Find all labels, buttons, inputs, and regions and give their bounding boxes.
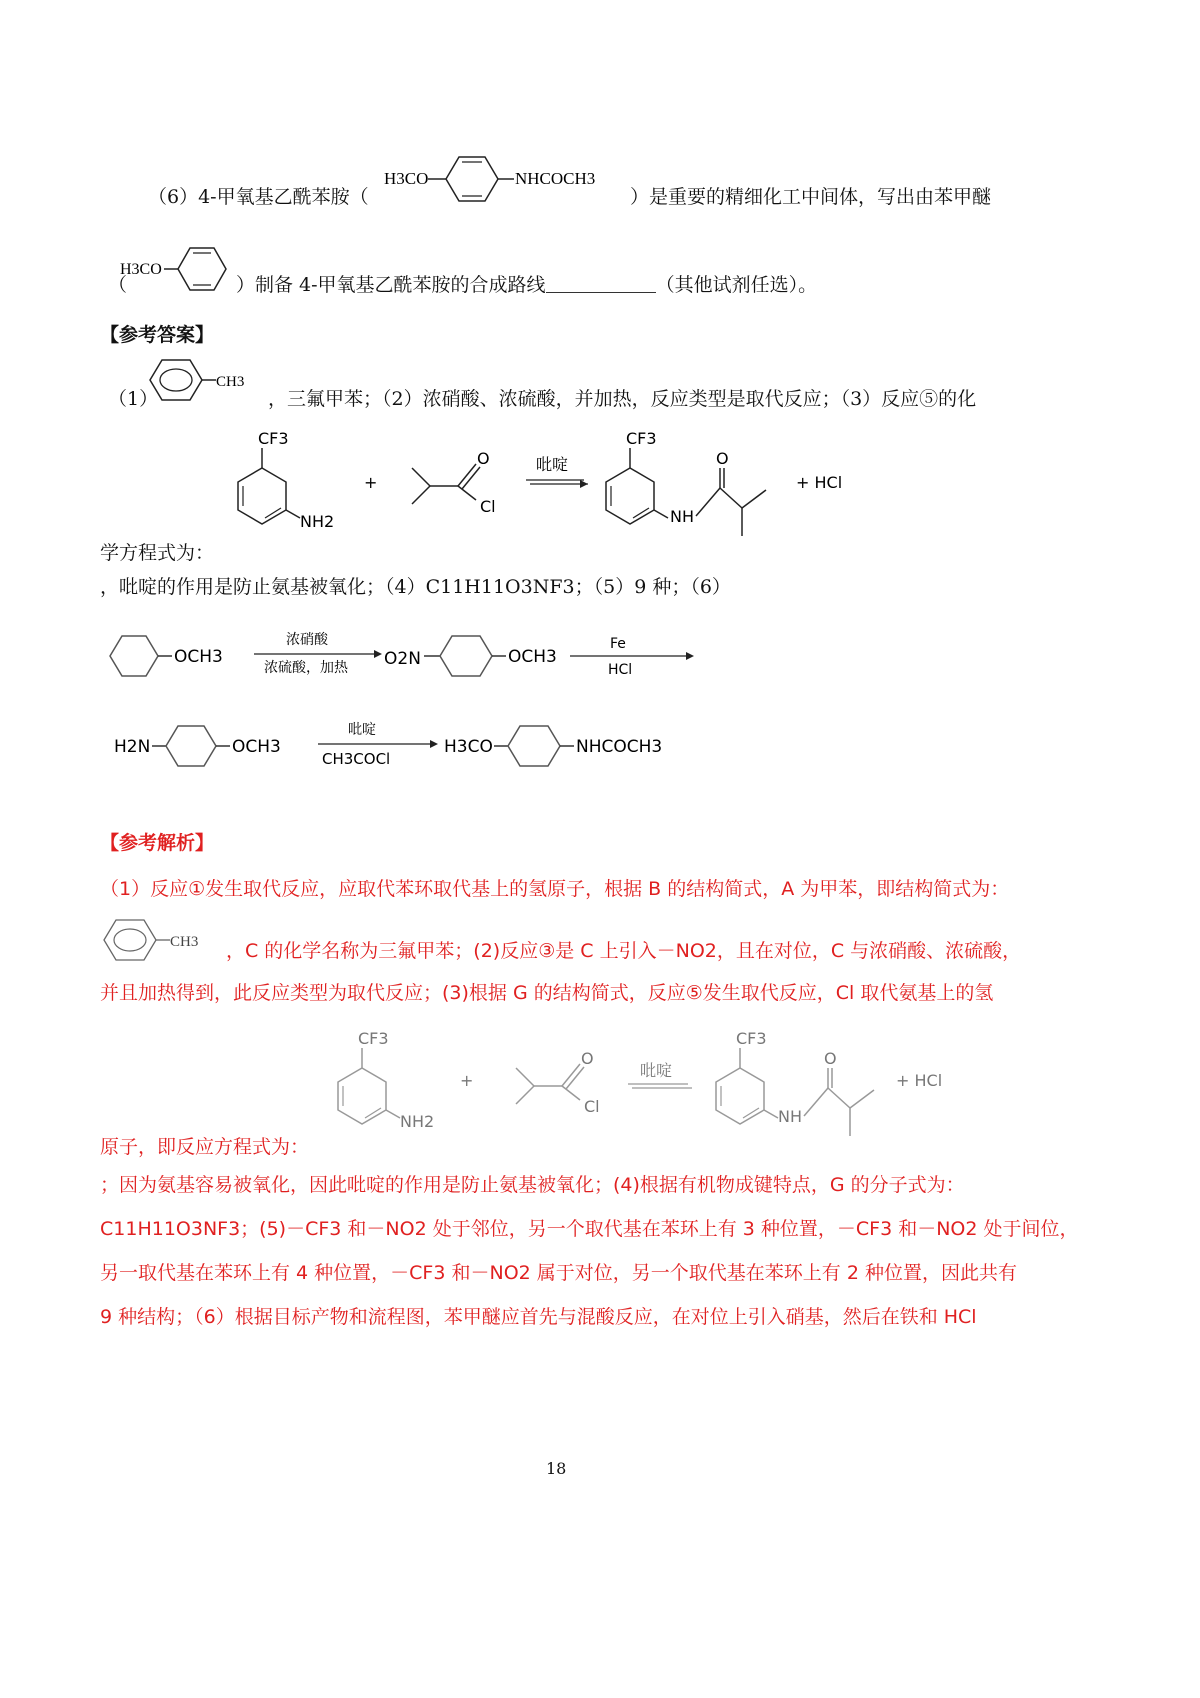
svg-text:CF3: CF3 — [626, 429, 657, 448]
svg-text:O: O — [581, 1049, 594, 1068]
analysis-line-1: （1）反应①发生取代反应，应取代苯环取代基上的氢原子，根据 B 的结构简式，A 为甲苯，即结构简式为： — [100, 878, 1010, 900]
svg-text:浓硝酸: 浓硝酸 — [286, 632, 328, 648]
svg-text:吡啶: 吡啶 — [640, 1061, 673, 1080]
answer-heading: 【参考答案】 — [100, 324, 215, 346]
synthesis-route-step1 — [100, 620, 720, 690]
analysis-line-4: 原子，即反应方程式为： — [100, 1136, 310, 1158]
q6-line2-open: （ — [108, 274, 128, 296]
analysis-line-3: 并且加热得到，此反应类型为取代反应；(3)根据 G 的结构简式，反应⑤发生取代反应，Cl 取代氨基上的氢 — [100, 982, 994, 1004]
q6-line1-suffix: ）是重要的精细化工中间体，写出由苯甲醚 — [630, 186, 992, 208]
svg-text:Cl: Cl — [480, 497, 496, 516]
analysis-heading: 【参考解析】 — [100, 832, 215, 854]
svg-text:Fe: Fe — [610, 636, 626, 652]
answer-blank — [546, 274, 656, 293]
svg-text:O: O — [824, 1049, 837, 1068]
reaction-equation — [230, 424, 870, 544]
svg-text:+: + — [364, 473, 378, 492]
answer-p1-cont: 学方程式为： — [100, 542, 215, 564]
svg-text:+ HCl: + HCl — [896, 1071, 943, 1090]
analysis-line-5: ；因为氨基容易被氧化，因此吡啶的作用是防止氨基被氧化；(4)根据有机物成键特点，G 的分子式为： — [100, 1174, 965, 1196]
svg-text:+: + — [460, 1071, 474, 1090]
page-number: 18 — [546, 1459, 567, 1478]
svg-text:NH2: NH2 — [400, 1112, 435, 1131]
svg-text:CH3: CH3 — [216, 374, 245, 390]
answer-p1-start: （1） — [108, 388, 159, 410]
answer-p2: ，吡啶的作用是防止氨基被氧化；（4）C11H11O3NF3；（5）9 种；（6） — [100, 576, 731, 598]
svg-text:OCH3: OCH3 — [232, 737, 281, 757]
svg-text:Cl: Cl — [584, 1097, 600, 1116]
svg-text:CF3: CF3 — [258, 429, 289, 448]
svg-text:O: O — [477, 449, 490, 468]
svg-text:CH3COCl: CH3COCl — [322, 750, 391, 768]
analysis-line-6: C11H11O3NF3；(5)－CF3 和－NO2 处于邻位，另一个取代基在苯环上有 3 种位置，－CF3 和－NO2 处于间位， — [100, 1218, 1079, 1240]
svg-text:H3CO: H3CO — [120, 261, 162, 278]
svg-text:NH2: NH2 — [300, 512, 335, 531]
svg-text:H3CO: H3CO — [384, 169, 429, 188]
svg-text:NHCOCH3: NHCOCH3 — [515, 169, 596, 188]
svg-text:浓硫酸，加热: 浓硫酸，加热 — [264, 660, 348, 676]
answer-p1: ，三氟甲苯；（2）浓硝酸、浓硫酸，并加热，反应类型是取代反应；（3）反应⑤的化 — [268, 388, 977, 410]
svg-text:NH: NH — [778, 1107, 802, 1126]
svg-text:吡啶: 吡啶 — [536, 455, 569, 474]
svg-text:CH3: CH3 — [170, 934, 199, 950]
anisole-structure — [118, 236, 236, 296]
synthesis-route-step2 — [100, 710, 720, 780]
svg-text:CF3: CF3 — [358, 1029, 389, 1048]
toluene-structure-red — [100, 916, 210, 966]
svg-text:O: O — [716, 449, 729, 468]
svg-text:吡啶: 吡啶 — [348, 722, 376, 738]
svg-text:OCH3: OCH3 — [508, 647, 557, 667]
svg-text:OCH3: OCH3 — [174, 647, 223, 667]
svg-text:H2N: H2N — [114, 737, 151, 757]
svg-text:CF3: CF3 — [736, 1029, 767, 1048]
analysis-line-2: ，C 的化学名称为三氟甲苯；(2)反应③是 C 上引入－NO2，且在对位，C 与浓硝酸、浓硫酸， — [226, 940, 1022, 962]
q6-line1: （6）4-甲氧基乙酰苯胺（ — [148, 186, 369, 208]
svg-text:+ HCl: + HCl — [796, 473, 843, 492]
svg-text:NH: NH — [670, 507, 694, 526]
q6-line2: ）制备 4-甲氧基乙酰苯胺的合成路线 （其他试剂任选）。 — [236, 274, 818, 296]
toluene-structure — [146, 356, 250, 406]
svg-text:HCl: HCl — [608, 662, 633, 678]
analysis-line-8: 9 种结构；（6）根据目标产物和流程图，苯甲醚应首先与混酸反应，在对位上引入硝基，然后在铁和 HCl — [100, 1306, 977, 1328]
reaction-equation-analysis — [330, 1024, 970, 1144]
svg-text:NHCOCH3: NHCOCH3 — [576, 737, 663, 757]
methoxyacetanilide-structure — [380, 150, 620, 210]
svg-text:O2N: O2N — [384, 649, 421, 669]
svg-text:H3CO: H3CO — [444, 737, 493, 757]
analysis-line-7: 另一取代基在苯环上有 4 种位置，－CF3 和－NO2 属于对位，另一个取代基在苯环上有 2 种位置，因此共有 — [100, 1262, 1017, 1284]
